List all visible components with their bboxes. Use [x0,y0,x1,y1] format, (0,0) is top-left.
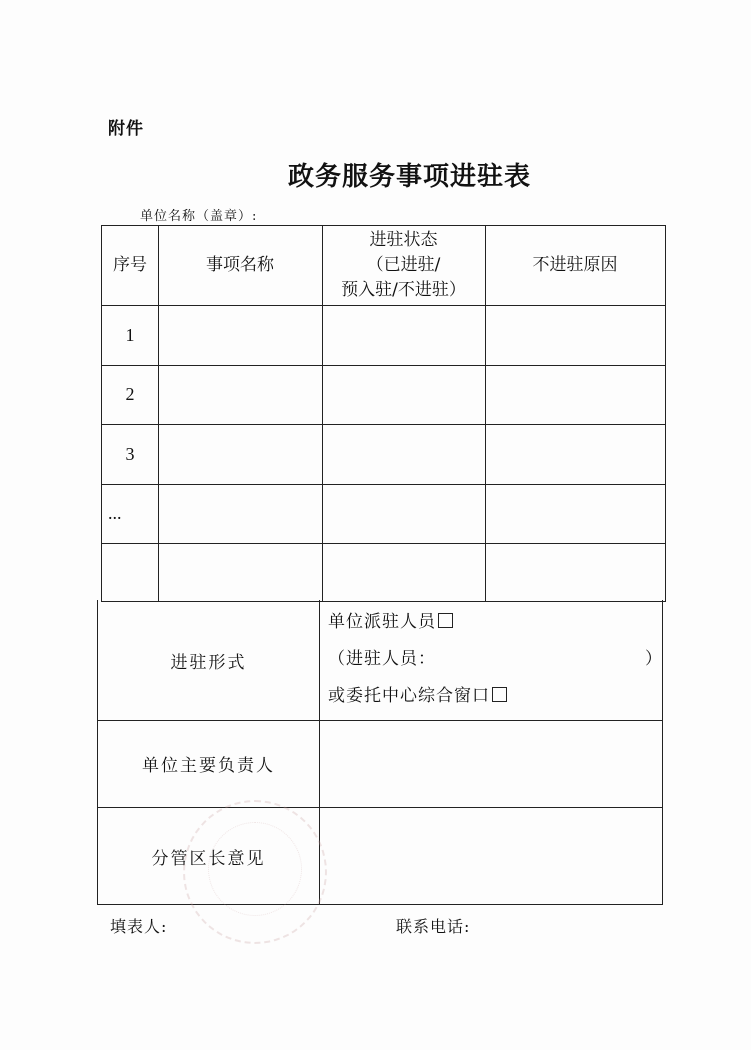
entry-personnel-close: ） [645,649,663,669]
filler-line [110,914,167,937]
row-reason-cell[interactable] [485,484,665,543]
stamp-mark-inner [208,822,302,916]
row-seq: 2 [125,384,135,404]
header-status-line1: 进驻状态 [369,230,438,250]
attachment-label: 附件 [108,119,144,139]
entry-option-window-label: 或委托中心综合窗口 [328,686,490,706]
row-reason-cell[interactable] [485,424,665,484]
header-status-line3: 预入驻/不进驻） [341,280,466,300]
header-status [322,226,485,305]
entry-option-dispatch [328,604,658,641]
phone-label: 联系电话: [396,917,471,936]
unit-name-label: 单位名称（盖章）: [140,209,258,224]
principal-field[interactable] [320,720,662,807]
row-reason-cell[interactable] [485,365,665,424]
district-opinion-label: 分管区长意见 [151,848,266,869]
entry-form-options [328,604,663,715]
row-item-name-cell[interactable] [158,424,322,484]
row-seq [102,543,158,601]
row-status-cell[interactable] [322,365,485,424]
entry-form-label: 进驻形式 [170,652,247,673]
phone-line [396,914,470,937]
row-item-name-cell[interactable] [158,543,322,601]
row-item-name-cell[interactable] [158,484,322,543]
header-seq: 序号 [113,255,147,275]
window-checkbox[interactable] [492,687,507,702]
district-opinion-field[interactable] [320,807,662,905]
row-item-name-cell[interactable] [158,365,322,424]
row-reason-cell[interactable] [485,305,665,365]
row-seq: 1 [125,324,135,345]
filler-label: 填表人: [110,917,168,936]
row-reason-cell[interactable] [485,543,665,601]
entry-personnel-line [328,641,663,678]
entry-option-window [328,678,658,715]
row-status-cell[interactable] [322,424,485,484]
row-status-cell[interactable] [322,543,485,601]
row-status-cell[interactable] [322,484,485,543]
dispatch-checkbox[interactable] [438,613,453,628]
entry-option-dispatch-label: 单位派驻人员 [328,612,436,632]
header-reason: 不进驻原因 [532,255,618,275]
principal-label: 单位主要负责人 [142,756,275,776]
row-status-cell[interactable] [322,305,485,365]
header-status-line2: （已进驻/ [366,255,441,275]
header-item-name: 事项名称 [206,255,274,275]
unit-name-line [140,205,383,224]
document-title: 政务服务事项进驻表 [287,162,531,192]
items-table [101,225,666,602]
row-item-name-cell[interactable] [158,305,322,365]
entry-personnel-label: （进驻人员： [328,649,436,669]
row-seq: ... [108,503,122,523]
row-seq: 3 [125,443,135,464]
approval-table [97,600,663,905]
